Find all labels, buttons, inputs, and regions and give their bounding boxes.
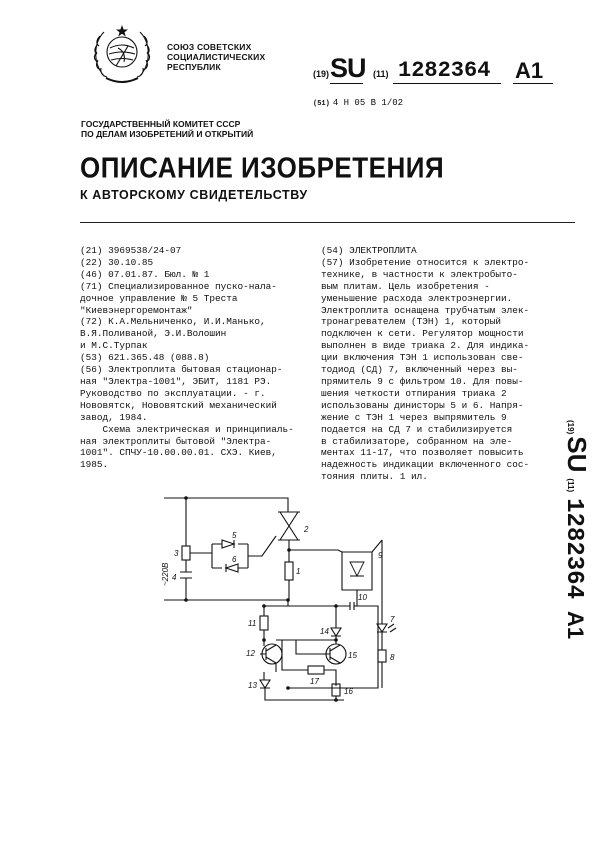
abstract-title: (54) ЭЛЕКТРОПЛИТА [321,245,417,256]
biblio-line: и М.С.Турпак [80,340,148,352]
abstract-line: технике, в частности к электробыто- [321,268,518,280]
label-8: 8 [390,653,395,662]
abstract-line: Электроплита оснащена трубчатым элек- [321,304,530,316]
ussr-emblem-icon [90,22,154,88]
resistor-17 [308,666,324,674]
country-code: SU [330,53,366,83]
circuit-diagram [160,490,410,720]
abstract-line: жение с ТЭН 1 через выпрямитель 9 [321,411,507,423]
capacitor-10 [288,600,357,610]
side-number-code-label: (11) [566,478,575,493]
label-10: 10 [358,593,367,602]
biblio-line: (46) 07.01.87. Бюл. № 1 [80,268,210,280]
supply-label: ~220В [161,562,170,586]
label-12: 12 [246,649,255,658]
biblio-line: 1001". СПЧУ-10.00.00.01. СХЭ. Киев, [80,447,277,459]
resistor-11 [260,616,268,630]
bridge-9 [342,552,372,590]
dinistor-6 [226,564,238,572]
abstract-line: вым плитам. Цель изобретения - [321,280,490,292]
label-9: 9 [378,551,383,560]
abstract [321,245,571,483]
number-code-label: (11) [373,69,389,79]
union-name [167,42,265,72]
abstract-line: ции включения ТЭН 1 использован све- [321,352,524,364]
resistor-3 [182,546,190,560]
document-title: ОПИСАНИЕ ИЗОБРЕТЕНИЯ [80,150,445,184]
triac-2 [278,512,300,540]
biblio-line: Схема электрическая и принципиаль- [80,423,294,435]
bibliographic-data [80,245,308,471]
abstract-line: шения четкости отпирания триака 2 [321,387,507,399]
union-line-1: СОЮЗ СОВЕТСКИХ [167,42,252,52]
biblio-line: ная "Электра-1001", ЭБИТ, 1181 РЭ. [80,375,272,387]
abstract-line: тояния плиты. 1 ил. [321,471,428,483]
label-16: 16 [344,687,353,696]
label-2: 2 [304,525,309,534]
label-15: 15 [348,651,357,660]
side-country-code: SU [562,436,592,473]
abstract-line: выполнен в виде триака 2. Для индика- [321,340,530,352]
side-country-code-label: (19) [566,420,575,435]
ipc-classification [313,98,403,108]
biblio-line: Руководство по эксплуатации. - г. [80,387,266,399]
label-7: 7 [390,615,395,624]
label-3: 3 [174,549,179,558]
abstract-line: использованы динисторы 5 и 6. Напря- [321,399,524,411]
side-patent-number: 1282364 [560,498,587,599]
publication-number [313,54,575,84]
committee-line-1: ГОСУДАРСТВЕННЫЙ КОМИТЕТ СССР [81,119,241,129]
ipc-value: 4 Н 05 В 1/02 [332,98,404,108]
header-divider [80,222,575,223]
ipc-code-label: (51) [313,100,330,108]
diode-14 [331,628,341,636]
committee-line-2: ПО ДЕЛАМ ИЗОБРЕТЕНИЙ И ОТКРЫТИЙ [81,129,254,139]
abstract-line: прямитель 9 с фильтром 10. Для повы- [321,375,524,387]
biblio-line: В.Я.Поливаной, Э.И.Волошин [80,328,227,340]
union-line-3: РЕСПУБЛИК [167,62,221,72]
led-7 [377,624,396,632]
abstract-line: надежность индикации включенного сос- [321,459,530,471]
resistor-8 [378,650,386,662]
abstract-line: тодиод (СД) 7, включенный через вы- [321,364,518,376]
kind-underline [513,83,553,85]
committee-name [81,119,253,139]
biblio-line: (21) 3969538/24-07 [80,245,182,256]
biblio-line: (72) К.А.Мельниченко, И.И.Манько, [80,316,266,328]
abstract-line: подается на СД 7 и стабилизируется [321,423,513,435]
capacitor-4 [180,572,192,578]
top-rail [164,498,288,512]
biblio-line: (22) 30.10.85 [80,256,154,268]
side-publication-number [552,420,597,740]
label-5: 5 [232,531,237,540]
abstract-line: тронагревателем (ТЭН) 1, который [321,316,502,328]
biblio-line: 1985. [80,459,109,471]
biblio-line: (56) Электроплита бытовая стационар- [80,364,283,376]
label-14: 14 [320,627,329,636]
dinistor-5 [222,540,234,548]
union-line-2: СОЦИАЛИСТИЧЕСКИХ [167,52,266,62]
label-6: 6 [232,555,237,564]
label-4: 4 [172,573,177,582]
label-17: 17 [310,677,319,686]
side-kind-code: A1 [563,610,588,640]
biblio-line: завод, 1984. [80,411,148,423]
label-11: 11 [248,619,257,628]
label-1: 1 [296,567,301,576]
diode-13 [260,680,270,688]
biblio-line: Нововятск, Нововятский механический [80,399,277,411]
biblio-line: ная электроплиты бытовой "Электра- [80,435,272,447]
heater-1 [285,562,293,580]
country-code-label: (19) [313,69,330,79]
biblio-line: дочное управление № 5 Треста [80,292,238,304]
kind-code: A1 [515,58,544,83]
biblio-line: (53) 621.365.48 (088.8) [80,352,210,364]
abstract-line: (57) Изобретение относится к электро- [321,256,530,268]
abstract-line: уменьшение расхода электроэнергии. [321,292,513,304]
biblio-line: (71) Специализированное пуско-нала- [80,280,277,292]
abstract-line: ментах 11-17, что позволяет повысить [321,447,524,459]
label-13: 13 [248,681,257,690]
abstract-line: подключен к сети. Регулятор мощности [321,328,524,340]
abstract-line: в стабилизаторе, собранном на эле- [321,435,513,447]
document-subtitle: К АВТОРСКОМУ СВИДЕТЕЛЬСТВУ [80,188,308,202]
patent-number: 1282364 [398,58,491,83]
biblio-line: "Киевэнергоремонтаж" [80,304,193,316]
su-underline [330,83,363,85]
number-underline [393,83,501,85]
